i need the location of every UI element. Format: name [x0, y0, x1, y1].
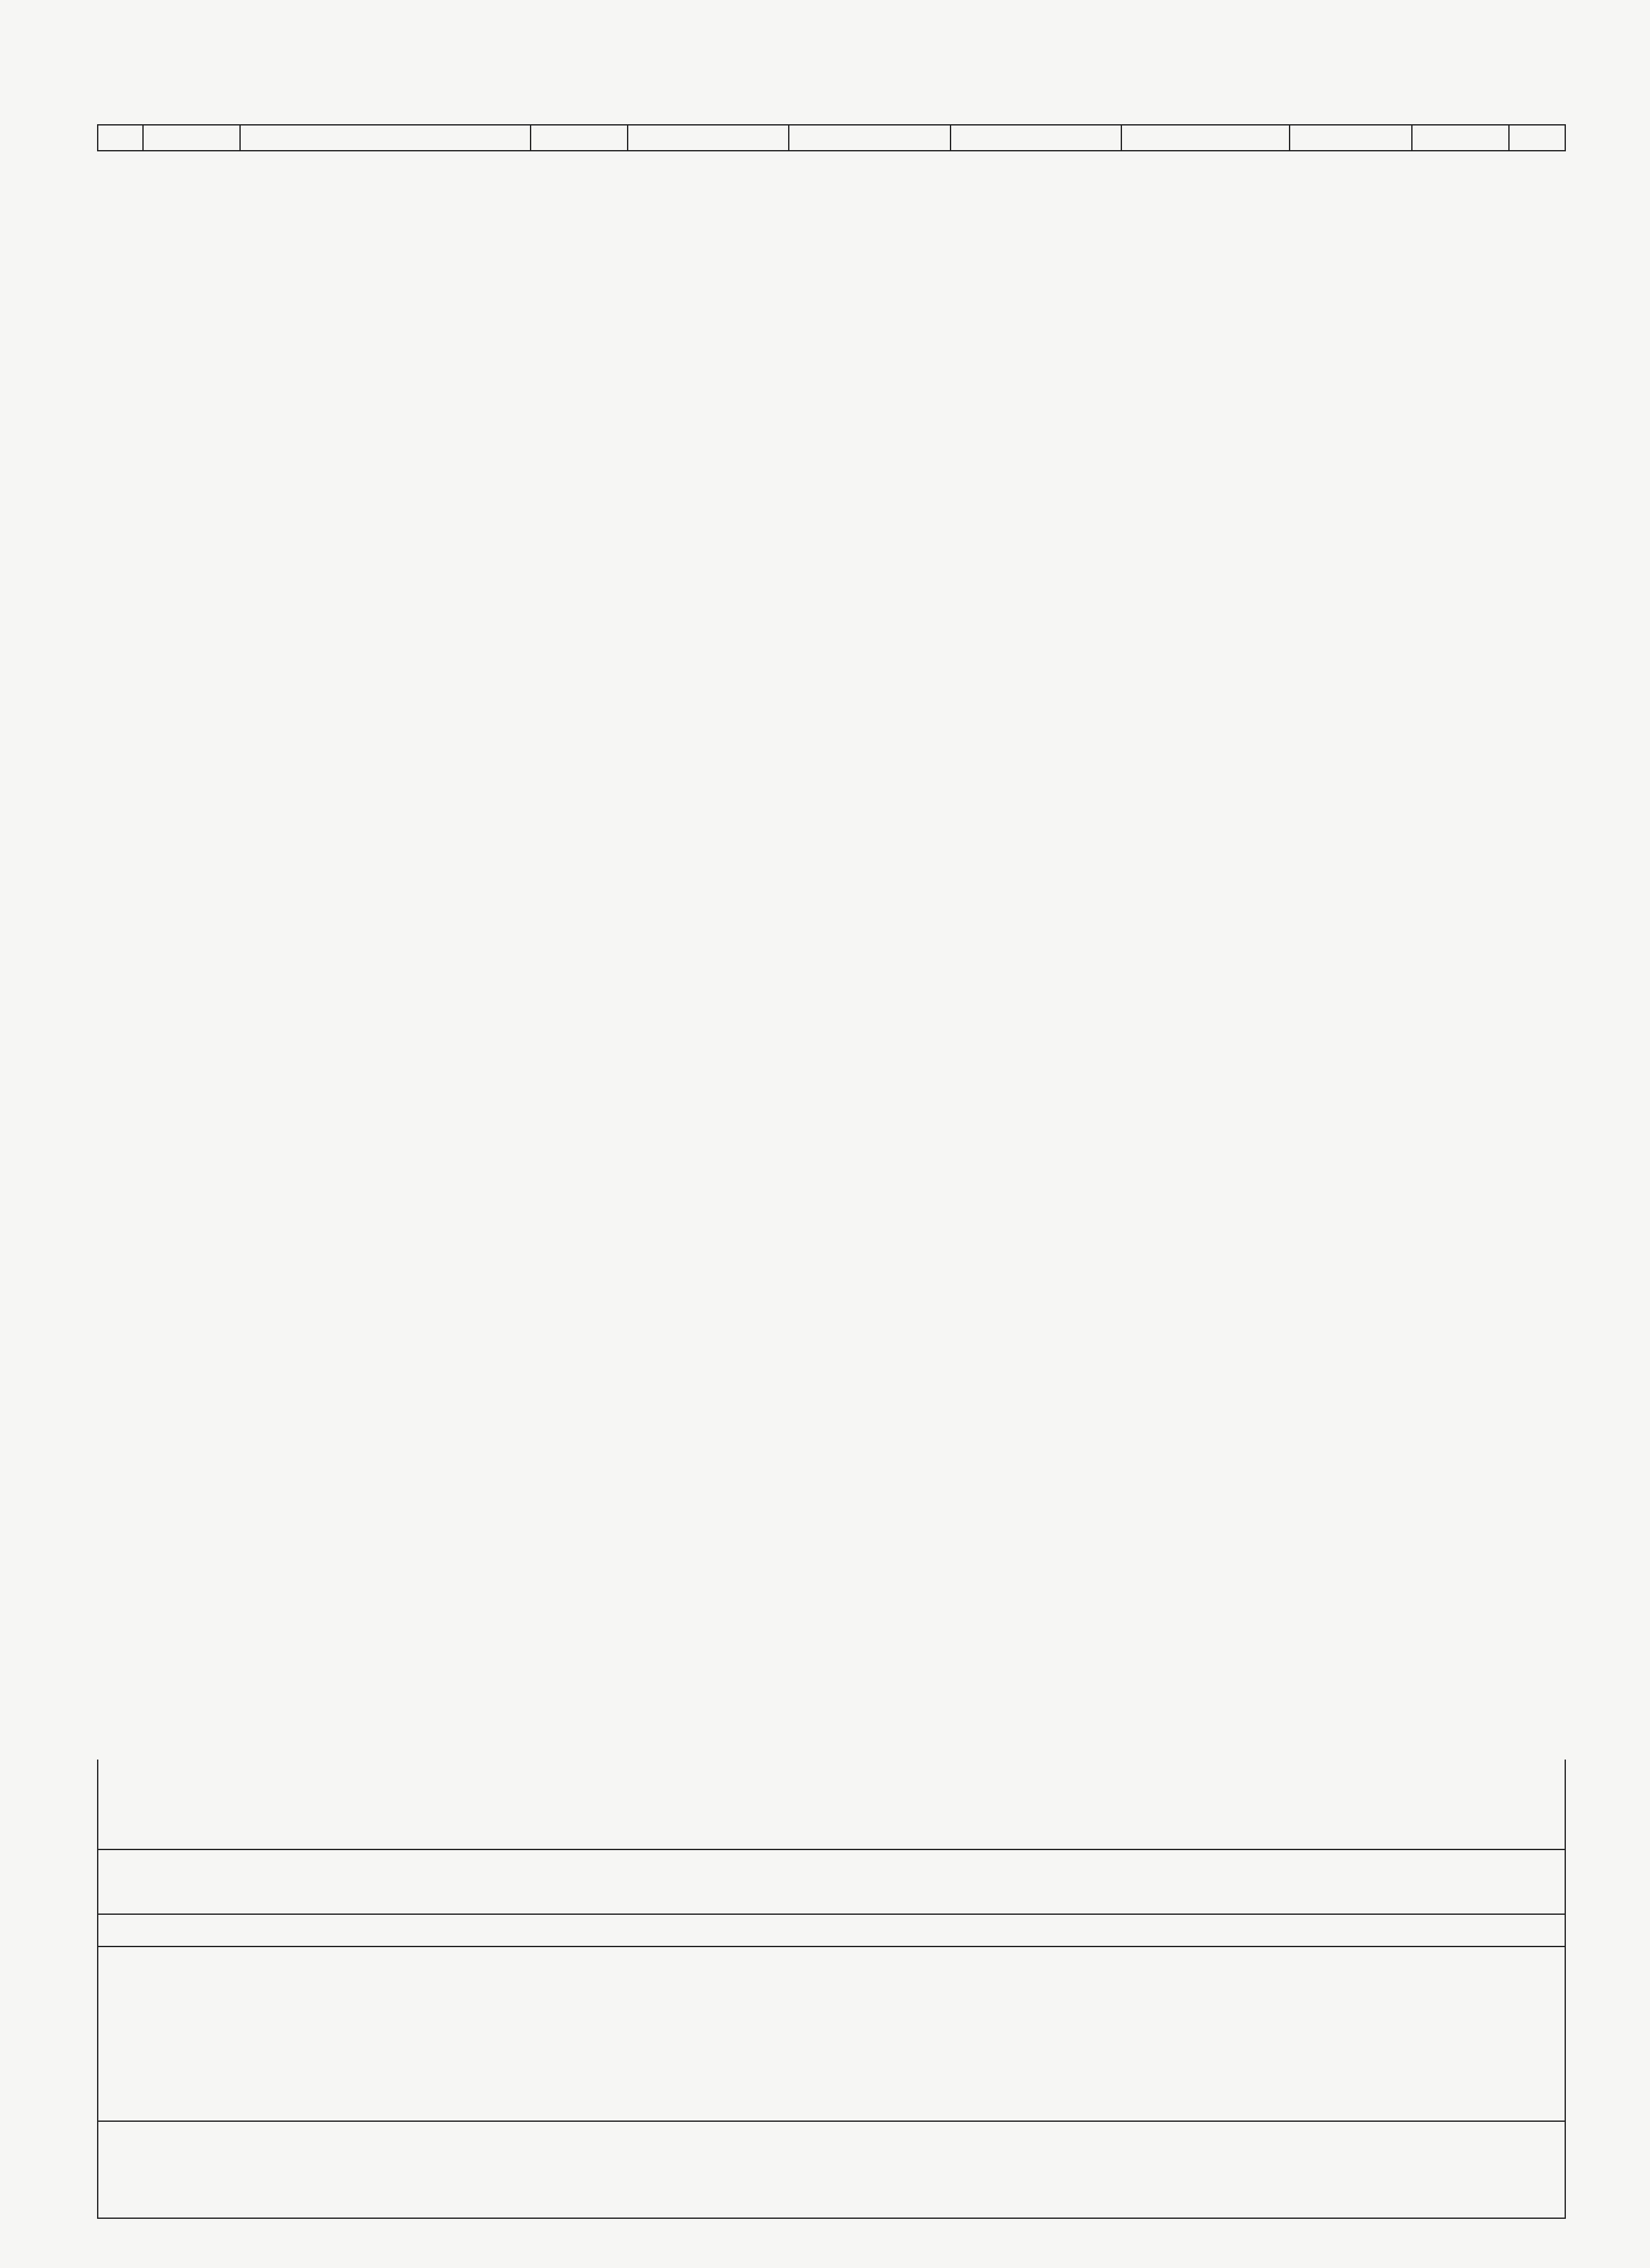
col-header [98, 125, 144, 150]
col-header [628, 125, 790, 150]
col-header [789, 125, 951, 150]
col-header [1510, 125, 1565, 150]
spacer-row [97, 1915, 1566, 1947]
col-header [241, 125, 531, 150]
col-header [144, 125, 241, 150]
col-header [1413, 125, 1510, 150]
materials-row [97, 1850, 1566, 1915]
current-total-row [97, 2122, 1566, 2219]
section-total-row [97, 1760, 1566, 1850]
col-header [1122, 125, 1290, 150]
table-header [97, 124, 1566, 151]
col-header [531, 125, 628, 150]
col-header [1290, 125, 1413, 150]
coef-total-row [97, 1947, 1566, 2122]
col-header [951, 125, 1123, 150]
